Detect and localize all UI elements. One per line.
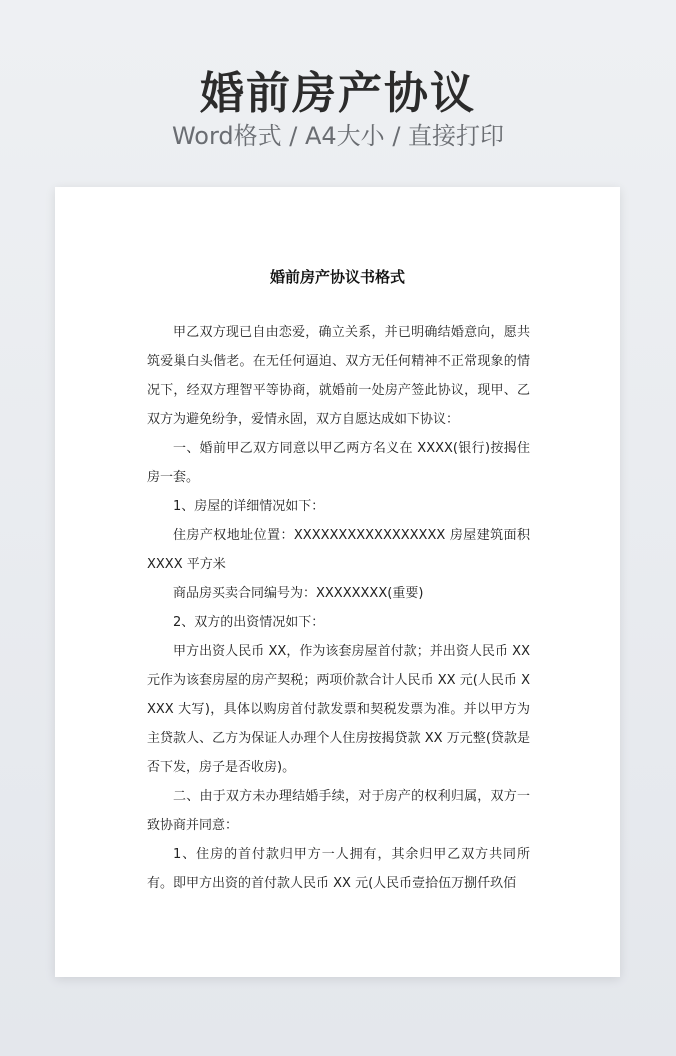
- document-body: [147, 318, 530, 898]
- paragraph-item-1-1: 1、房屋的详细情况如下：: [173, 499, 325, 514]
- paragraph-funding: 甲方出资人民币 XX，作为该套房屋首付款；并出资人民币 XX 元作为该套房屋的房产契税；两项价款合计人民币 XX 元(人民币 XXXX 大写)，具体以购房首付款发票和契税发票为准。并以甲方为主贷款人、乙方为保证人办理个人住房按揭贷款 XX 万元整(贷款是否下发，房子是否收房)。: [147, 644, 530, 775]
- paragraph-contract-number: 商品房买卖合同编号为：XXXXXXXX(重要): [173, 586, 424, 601]
- paragraph-section-2: 二、由于双方未办理结婚手续，对于房产的权利归属，双方一致协商并同意：: [147, 789, 530, 833]
- banner-subtitle: Word格式 / A4大小 / 直接打印: [171, 122, 505, 150]
- paragraph-intro: 甲乙双方现已自由恋爱，确立关系，并已明确结婚意向，愿共筑爱巢白头偕老。在无任何逼迫、双方无任何精神不正常现象的情况下，经双方理智平等协商，就婚前一处房产签此协议，现甲、乙双方为避免纷争，爱情永固，双方自愿达成如下协议：: [147, 325, 530, 427]
- document-page: [55, 187, 620, 977]
- paragraph-item-2-1: 1、住房的首付款归甲方一人拥有，其余归甲乙双方共同所有。即甲方出资的首付款人民币 XX 元(人民币壹拾伍万捌仟玖佰: [147, 847, 530, 891]
- banner-title: 婚前房产协议: [200, 68, 476, 119]
- document-title: 婚前房产协议书格式: [269, 268, 405, 286]
- paragraph-item-1-2: 2、双方的出资情况如下：: [173, 615, 325, 630]
- paragraph-section-1: 一、婚前甲乙双方同意以甲乙两方名义在 XXXX(银行)按揭住房一套。: [147, 441, 530, 485]
- paragraph-address: 住房产权地址位置：XXXXXXXXXXXXXXXXX 房屋建筑面积 XXXX 平方米: [147, 528, 530, 572]
